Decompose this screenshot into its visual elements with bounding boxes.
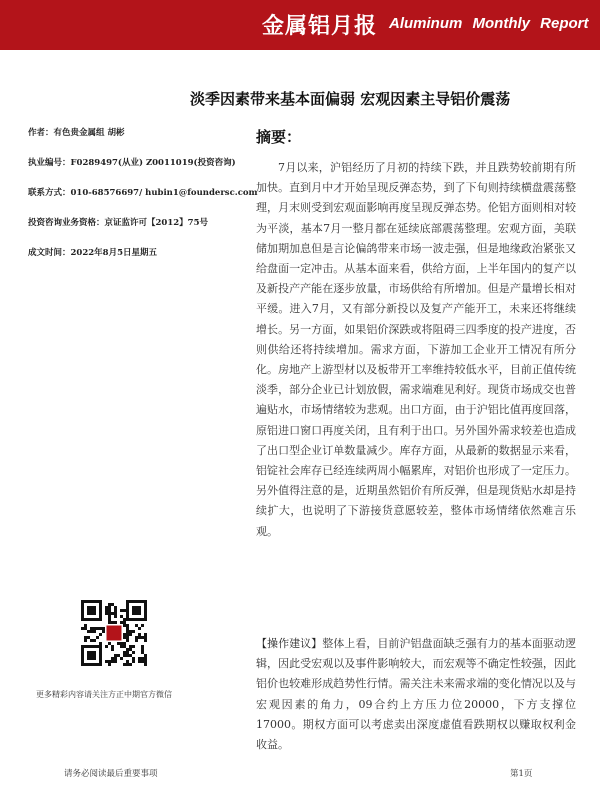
- qr-caption: 更多精彩内容请关注方正中期官方微信: [36, 690, 172, 699]
- abstract-paragraph: 7月以来，沪铝经历了月初的持续下跌，并且跌势较前期有所加快。直到月中才开始呈现反弹态势，到了下旬则持续横盘震荡整理，月末则受到宏观面影响再度呈现反弹态势。伦铝方面则相对较为平淡，基本7月一整月都在延续底部震荡整理。宏观方面，美联储加期加息但是言论偏鸽带来市场一波走强，但是地缘政治紧张又给盘面一定冲击。从基本面来看，供给方面，上半年国内的复产以及新投产产能在逐步放量，市场供给有所增加。但是产量增长相对平缓。进入7月，又有部分新投以及复产产能开工，未来还将继续增长。另一方面，如果铝价深跌或将阻碍三四季度的投产进度，否则供给还将持续增加。需求方面，下游加工企业开工情况有所分化。房地产上游型材以及板带开工率维持较低水平，目前正值传统淡季，部分企业已计划放假，需求端难见利好。现货市场成交也普遍贴水，市场情绪较为悲观。出口方面，由于沪铝比值再度回落，原铝进口窗口再度关闭，且有利于出口。另外国外需求较差也造成了出口型企业订单数量减少。库存方面，从最新的数据显示来看，铝锭社会库存已经连续两周小幅累库，对铝价也形成了一定压力。另外值得注意的是，近期虽然铝价有所反弹，但是现货贴水却是持续扩大，也说明了下游接货意愿较差，整体市场情绪依然难言乐观。: [256, 161, 576, 538]
- author-meta-panel: [28, 126, 258, 276]
- abstract-heading: 摘要：: [256, 128, 302, 146]
- date-line: 成文时间：2022年8月5日星期五: [28, 248, 157, 258]
- operation-text: 整体上看，目前沪铝盘面缺乏强有力的基本面驱动逻辑，因此受宏观以及事件影响较大，而宏观等不确定性较强，因此铝价也较难形成趋势性行情。需关注未来需求端的变化情况以及与宏观因素的角力，09合约上方压力位20000，下方支撑位17000。期权方面可以考虑卖出深度虚值看跌期权以赚取权利金收益。: [256, 637, 577, 752]
- abstract-body: [256, 158, 576, 542]
- contact-line: 联系方式：010-68576697/ hubin1@foundersc.com: [28, 188, 258, 198]
- qualification-line: 投资咨询业务资格：京证监许可【2012】75号: [28, 218, 208, 228]
- header-title-en: Aluminum Monthly Report: [389, 15, 589, 32]
- report-title: 淡季因素带来基本面偏弱 宏观因素主导铝价震荡: [190, 90, 511, 108]
- qr-code-icon: [79, 598, 149, 668]
- operation-tag: 【操作建议】: [256, 637, 323, 650]
- license-line: 执业编号：F0289497(从业) Z0011019(投资咨询): [28, 158, 236, 168]
- operation-advice: [256, 634, 576, 755]
- report-header-banner: [0, 0, 600, 50]
- footer-disclaimer-note: 请务必阅读最后重要事项: [64, 769, 158, 779]
- header-title-cn: 金属铝月报: [262, 14, 378, 39]
- footer-page-number: 第1页: [510, 769, 533, 779]
- qr-code-graphic: [79, 598, 149, 668]
- author-line: 作者：有色贵金属组 胡彬: [28, 128, 125, 138]
